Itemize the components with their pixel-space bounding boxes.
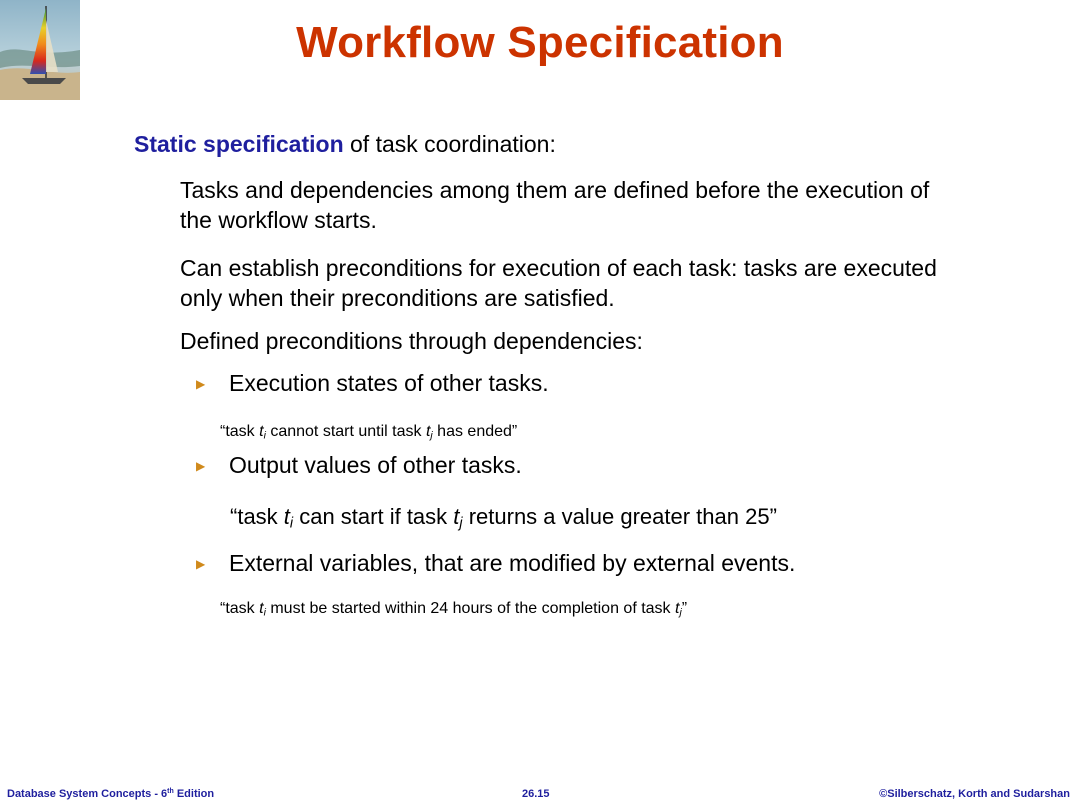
example-2: “task $t_i$ can start if task $t_j$ returns a value greater than 25” — [230, 504, 777, 532]
footer-book-title: Database System Concepts - 6th Edition — [7, 788, 215, 800]
point-3: Defined preconditions through dependencies: — [180, 328, 643, 354]
subpoint-2: Output values of other tasks. — [229, 452, 522, 478]
example-3: “task $t_i$ must be started within 24 hours of the completion of task $t_j$” — [220, 600, 688, 619]
point-1: Tasks and dependencies among them are defined before the execution of the workflow starts. — [180, 177, 930, 233]
subpoint-3: External variables, that are modified by external events. — [229, 550, 796, 576]
bullet-arrow-icon: ▶ — [196, 377, 206, 391]
subpoint-1: Execution states of other tasks. — [229, 370, 549, 396]
footer-page-number: 26.15 — [522, 788, 550, 800]
point-2: Can establish preconditions for execution of each task: tasks are executed only when their preconditions are satisfied. — [180, 255, 937, 311]
example-1: “task $t_i$ cannot start until task $t_j$ has ended” — [220, 423, 518, 442]
slide-title: Workflow Specification — [296, 18, 784, 67]
bullet-arrow-icon: ▶ — [196, 557, 206, 571]
intro-rest: of task coordination: — [343, 131, 556, 157]
intro-line — [134, 131, 556, 158]
intro-highlight: Static specification — [134, 131, 344, 157]
bullet-arrow-icon: ▶ — [196, 459, 206, 473]
footer-copyright: ©Silberschatz, Korth and Sudarshan — [879, 788, 1070, 800]
